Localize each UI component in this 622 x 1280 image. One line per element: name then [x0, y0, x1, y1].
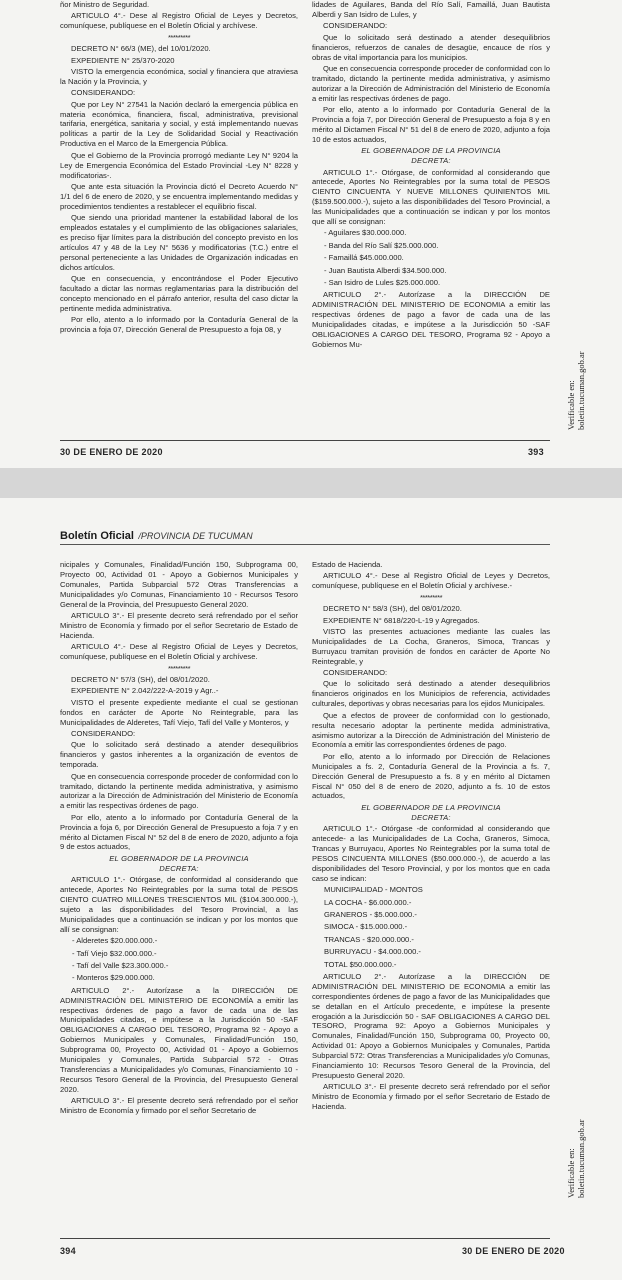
text-paragraph: Por ello, atento a lo informado por Contaduría General de la Provincia a foja 7, por Dirección General de Presupuesto a foja 8 y en mérito al Dictamen Fiscal N° 51 del 8 de enero de 2020, adjunto a foja 10 de estos actuados, — [312, 105, 550, 144]
header-rule — [60, 544, 550, 545]
text-paragraph: VISTO las presentes actuaciones mediante las cuales las Municipalidades de La Cocha, Graneros, Simoca, Trancas y Burruyacu tramitan provisión de fondos en carácter de Aporte No Reintegrable, y — [312, 626, 550, 666]
text-paragraph: EL GOBERNADOR DE LA PROVINCIA DECRETA: — [361, 802, 501, 822]
text-paragraph: Que el Gobierno de la Provincia prorrogó mediante Ley N° 9204 la Ley de Emergencia Económica del Estado Provincial -Ley N° 8228 y modificatorias-. — [60, 150, 298, 180]
text-paragraph: ARTICULO 3°.- El presente decreto será refrendado por el señor Ministro de Economía y firmado por el señor Secretario de Estado de Hacienda. — [312, 1082, 550, 1112]
text-paragraph: Estado de Hacienda. — [312, 560, 383, 569]
text-paragraph: ARTICULO 2°.- Autorízase a la DIRECCIÓN DE ADMINISTRACIÓN DEL MINISTERIO DE ECONOMIA a emitir las correspondientes órdenes de pago a favor de las Municipalidades que se detallan en el Artículo precedente, e impútese la presente erogación a la Jurisdicción 50 - SAF OBLIGACIONES A CARGO DEL TESORO, Programa 92: Apoyo a Gobiernos Municipales y Comunales, Finalidad/Función 150, Subprograma 00, Proyecto 00, Actividad 01: Apoyo a Gobiernos Municipales y Comunales, Partida Subparcial 572: Otras Transferencias a Municipalidades y/o Comunas, Financiamiento 10: Recursos Tesoro General de la Provincia, del Presupuesto General 2020. — [312, 971, 550, 1080]
text-paragraph: DECRETO N° 57/3 (SH), del 08/01/2020. — [71, 674, 210, 684]
page-394 — [0, 498, 622, 1280]
text-paragraph: EXPEDIENTE N° 25/370-2020 — [71, 55, 175, 65]
text-paragraph: LA COCHA - $6.000.000.- — [324, 897, 412, 907]
text-paragraph: ARTICULO 1°.- Otórgase, de conformidad al considerando que antecede, Aportes No Reintegrables por la suma total de PESOS CIENTO CINCUENTA Y NUEVE MILLONES QUINIENTOS MIL ($159.500.000.-), sujeto a las disponibilidades del Tesoro Provincial, a las Municipalidades que a continuación se indican y por los montos que allí se consignan: — [312, 167, 550, 227]
text-paragraph: Por ello, atento a lo informado por Contaduría General de la Provincia a foja 6, por Dirección General de Presupuesto a foja 7 y en mérito al Dictamen Fiscal N° 52 del 8 de enero de 2020, adjunto a foja 9 de estos actuados, — [60, 812, 298, 852]
text-paragraph: GRANEROS - $5.000.000.- — [324, 909, 417, 919]
text-paragraph: lidades de Aguilares, Banda del Río Salí, Famaillá, Juan Bautista Alberdi y San Isidro de Lules, y — [312, 0, 550, 19]
text-paragraph: - Aguilares $30.000.000. — [324, 228, 407, 238]
page-393-columns — [60, 0, 550, 424]
text-paragraph: Que en consecuencia corresponde proceder de conformidad con lo tramitado, dictando la pertinente medida administrativa, y asimismo autorizar a la Dirección de Administración del Ministerio de Economía a emitir las respectivas órdenes de pago. — [60, 771, 298, 811]
text-paragraph: ARTICULO 1°.- Otórgase -de conformidad al considerando que antecede- a las Municipalidades de La Cocha, Graneros, Simoca, Trancas y Burruyacu, Aportes No Reintegrables por la suma total de PESOS CINCUENTA MILLONES ($50.000.000.-), de acuerdo a las disponibilidades del Tesoro Provincial, y por los montos que en cada caso se indican: — [312, 824, 550, 883]
verification-label: Verificable en: — [566, 380, 576, 430]
verification-url: boletin.tucuman.gob.ar — [576, 1119, 586, 1198]
text-paragraph: - San Isidro de Lules $25.000.000. — [324, 278, 441, 288]
page-394-column-right — [312, 560, 550, 1272]
verification-label: Verificable en: — [566, 1148, 576, 1198]
verification-url: boletin.tucuman.gob.ar — [576, 351, 586, 430]
text-paragraph: ARTICULO 4°.- Dese al Registro Oficial de Leyes y Decretos, comuníquese, publíquese en el Boletín Oficial y archívese. — [60, 642, 298, 662]
text-paragraph: Que siendo una prioridad mantener la estabilidad laboral de los empleados estatales y el cumplimiento de las obligaciones salariales, es preciso fijar límites para la distribución del concepto previsto en los artículos 47 y 48 de la Ley N° 5636 y modificatorias (T.C.) entre el personal perteneciente a las Unidades de Organización indicadas en dichos artículos. — [60, 213, 298, 272]
page-393-column-left — [60, 0, 298, 424]
text-paragraph: VISTO la emergencia económica, social y financiera que atraviesa la Nación y la Provincia, y — [60, 66, 298, 86]
footer-rule — [60, 1238, 550, 1239]
text-paragraph: BURRUYACU - $4.000.000.- — [324, 947, 421, 957]
text-paragraph: EXPEDIENTE N° 6818/220-L-19 y Agregados. — [323, 615, 480, 625]
text-paragraph: ********* — [167, 663, 191, 673]
text-paragraph: ********* — [167, 32, 191, 42]
text-paragraph: - Banda del Río Salí $25.000.000. — [324, 240, 439, 250]
text-paragraph: ARTICULO 1°.- Otórgase, de conformidad al considerando que antecede, Aportes No Reintegrables por la suma total de PESOS CIENTO CUATRO MILLONES TRESCIENTOS MIL ($104.300.000.-), sujeto a las disponibilidades del Tesoro Provincial, a las Municipalidades que a continuación se indican y por los montos que allí se consignan: — [60, 875, 298, 934]
text-paragraph: - Monteros $29.000.000. — [72, 973, 155, 983]
text-paragraph: Que en consecuencia, y encontrándose el Poder Ejecutivo facultado a dictar las normas reglamentarias para la distribución del concepto mencionado en el párrafo anterior, resulta del caso dictar la pertinente medida administrativa. — [60, 274, 298, 313]
text-paragraph: - Famaillá $45.000.000. — [324, 253, 404, 263]
text-paragraph: EL GOBERNADOR DE LA PROVINCIA DECRETA: — [109, 853, 249, 873]
text-paragraph: - Tafí Viejo $32.000.000.- — [72, 948, 157, 958]
text-paragraph: CONSIDERANDO: — [323, 668, 388, 678]
text-paragraph: Que lo solicitado será destinado a atender desequilibrios financieros originados en los Municipios de referencia, actividades culturales, deportivas y obras necesarias para los ejidos Municipales. — [312, 679, 550, 709]
text-paragraph: ARTICULO 2°.- Autorízase a la DIRECCIÓN DE ADMINISTRACIÓN DEL MINISTERIO DE ECONOMÍA a emitir las respectivas órdenes de pago a favor de cada una de las Municipalidades citadas, e impútese a la Jurisdicción 50 -SAF OBLIGACIONES A CARGO DEL TESORO, Programa 92 - Apoyo a Gobiernos Municipales y Comunales, Finalidad/Función 150, Subprograma 00, Proyecto 00, Actividad 01 - Apoyo a Gobiernos Municipales y Comunales, Partida Subparcial 572 - Otras Transferencias a Municipalidades y/o Comunas, Financiamiento 10 - Recursos Tesoro General de la Provincia, del Presupuesto General 2020. — [60, 985, 298, 1094]
text-paragraph: ñor Ministro de Seguridad. — [60, 0, 150, 9]
text-paragraph: Por ello, atento a lo informado por Dirección de Relaciones Municipales a fs. 2, Contaduría General de la Provincia a fs. 7, Dirección General de Presupuesto a fs. 8 y en mérito al Dictamen Fiscal N° 050 del 8 de enero de 2020, adjunto a fs. 10 de estos actuados, — [312, 751, 550, 801]
text-paragraph: EL GOBERNADOR DE LA PROVINCIA DECRETA: — [361, 146, 501, 166]
footer-page-number: 393 — [528, 447, 544, 457]
text-paragraph: Que ante esta situación la Provincia dictó el Decreto Acuerdo N° 1/1 del 6 de enero de 2020, y se encuentra implementando medidas y procedimientos tendientes a restablecer el equilibrio fiscal. — [60, 181, 298, 211]
publication-title: Boletín Oficial — [60, 530, 134, 542]
text-paragraph: - Juan Bautista Alberdi $34.500.000. — [324, 265, 447, 275]
page-393 — [0, 0, 622, 468]
text-paragraph: TRANCAS - $20.000.000.- — [324, 934, 414, 944]
text-paragraph: Que lo solicitado será destinado a atender desequilibrios financieros, refuerzos de canales de desagüe, encauce de ríos y obras de vital importancia para los municipios. — [312, 32, 550, 62]
text-paragraph: ARTICULO 3°.- El presente decreto será refrendado por el señor Ministro de Economía y firmado por el señor Secretario de Estado de Hacienda. — [60, 611, 298, 640]
verification-stamp — [566, 1098, 606, 1198]
text-paragraph: ARTICULO 4°.- Dese al Registro Oficial de Leyes y Decretos, comuníquese, publíquese en el Boletín Oficial y archívese.- — [312, 571, 550, 591]
page-gap — [0, 468, 622, 498]
text-paragraph: DECRETO N° 66/3 (ME), del 10/01/2020. — [71, 44, 211, 54]
text-paragraph: Que por Ley N° 27541 la Nación declaró la emergencia pública en materia económica, financiera, fiscal, administrativa, previsional tarifaria, energética, sanitaria y social, y está implementando nuevas políticas a partir de la Ley de Solidaridad Social y Reactivación Productiva en el Marco de la Emergencia Pública. — [60, 99, 298, 149]
text-paragraph: - Alderetes $20.000.000.- — [72, 936, 158, 946]
page-header — [60, 526, 550, 540]
page-393-column-right — [312, 0, 550, 424]
publication-subtitle: /PROVINCIA DE TUCUMAN — [138, 531, 253, 541]
footer-page-number: 394 — [60, 1246, 76, 1256]
text-paragraph: DECRETO N° 58/3 (SH), del 08/01/2020. — [323, 604, 462, 614]
text-paragraph: VISTO el presente expediente mediante el cual se gestionan fondos en carácter de Aporte No Reintegrable, para las Municipalidades de Alderetes, Tafí Viejo, Tafí del Valle y Monteros, y — [60, 697, 298, 727]
page-394-column-left — [60, 560, 298, 1272]
page-394-columns — [60, 560, 550, 1272]
text-paragraph: CONSIDERANDO: — [71, 88, 136, 98]
text-paragraph: ********* — [419, 592, 443, 602]
text-paragraph: SIMOCA - $15.000.000.- — [324, 922, 408, 932]
text-paragraph: - Tafí del Valle $23.300.000.- — [72, 960, 169, 970]
footer-date: 30 DE ENERO DE 2020 — [462, 1246, 565, 1256]
text-paragraph: Que en consecuencia corresponde proceder de conformidad con lo tramitado, dictando la pertinente medida administrativa, y asimismo autorizar a la Dirección de Administración del Ministerio de Economía a emitir las respectivas órdenes de pago. — [312, 63, 550, 103]
text-paragraph: MUNICIPALIDAD - MONTOS — [324, 885, 423, 895]
text-paragraph: ARTICULO 2°.- Autorízase a la DIRECCIÓN DE ADMINISTRACIÓN DEL MINISTERIO DE ECONOMIA a emitir las respectivas órdenes de pago a favor de cada una de las Municipalidades citadas, e impútese a la Jurisdicción 50 -SAF OBLIGACIONES A CARGO DEL TESORO, Programa 92 - Apoyo a Gobiernos Mu- — [312, 290, 550, 349]
text-paragraph: EXPEDIENTE N° 2.042/222-A-2019 y Agr..- — [71, 686, 219, 696]
text-paragraph: Que a efectos de proveer de conformidad con lo gestionado, resulta necesario adoptar la pertinente medida administrativa, asimismo autorizar a la Dirección de Administración del Ministerio de Economía a emitir las correspondientes órdenes de pago. — [312, 710, 550, 750]
text-paragraph: ARTICULO 3°.- El presente decreto será refrendado por el señor Ministro de Economía y firmado por el señor Secretario de — [60, 1096, 298, 1116]
text-paragraph: Por ello, atento a lo informado por la Contaduría General de la provincia a foja 07, Dirección General de Presupuesto a foja 08, y — [60, 315, 298, 335]
text-paragraph: CONSIDERANDO: — [323, 21, 388, 31]
text-paragraph: nicipales y Comunales, Finalidad/Función 150, Subprograma 00, Proyecto 00, Actividad 01 - Apoyo a Gobiernos Municipales y Comunales, Partida Subparcial 572 Otras Transferencias a Municipalidades y/o Comunas, Financiamiento 10 - Recursos Tesoro General de la Provincia, del Presupuesto General 2020. — [60, 560, 298, 609]
text-paragraph: CONSIDERANDO: — [71, 729, 136, 738]
text-paragraph: Que lo solicitado será destinado a atender desequilibrios financieros y gastos inherentes a la organización de eventos de temporada. — [60, 740, 298, 770]
footer-date: 30 DE ENERO DE 2020 — [60, 447, 163, 457]
footer-rule — [60, 440, 550, 441]
text-paragraph: TOTAL $50.000.000.- — [324, 959, 397, 969]
verification-stamp — [566, 330, 606, 430]
text-paragraph: ARTICULO 4°.- Dese al Registro Oficial de Leyes y Decretos, comuníquese, publíquese en el Boletín Oficial y archívese. — [60, 11, 298, 31]
